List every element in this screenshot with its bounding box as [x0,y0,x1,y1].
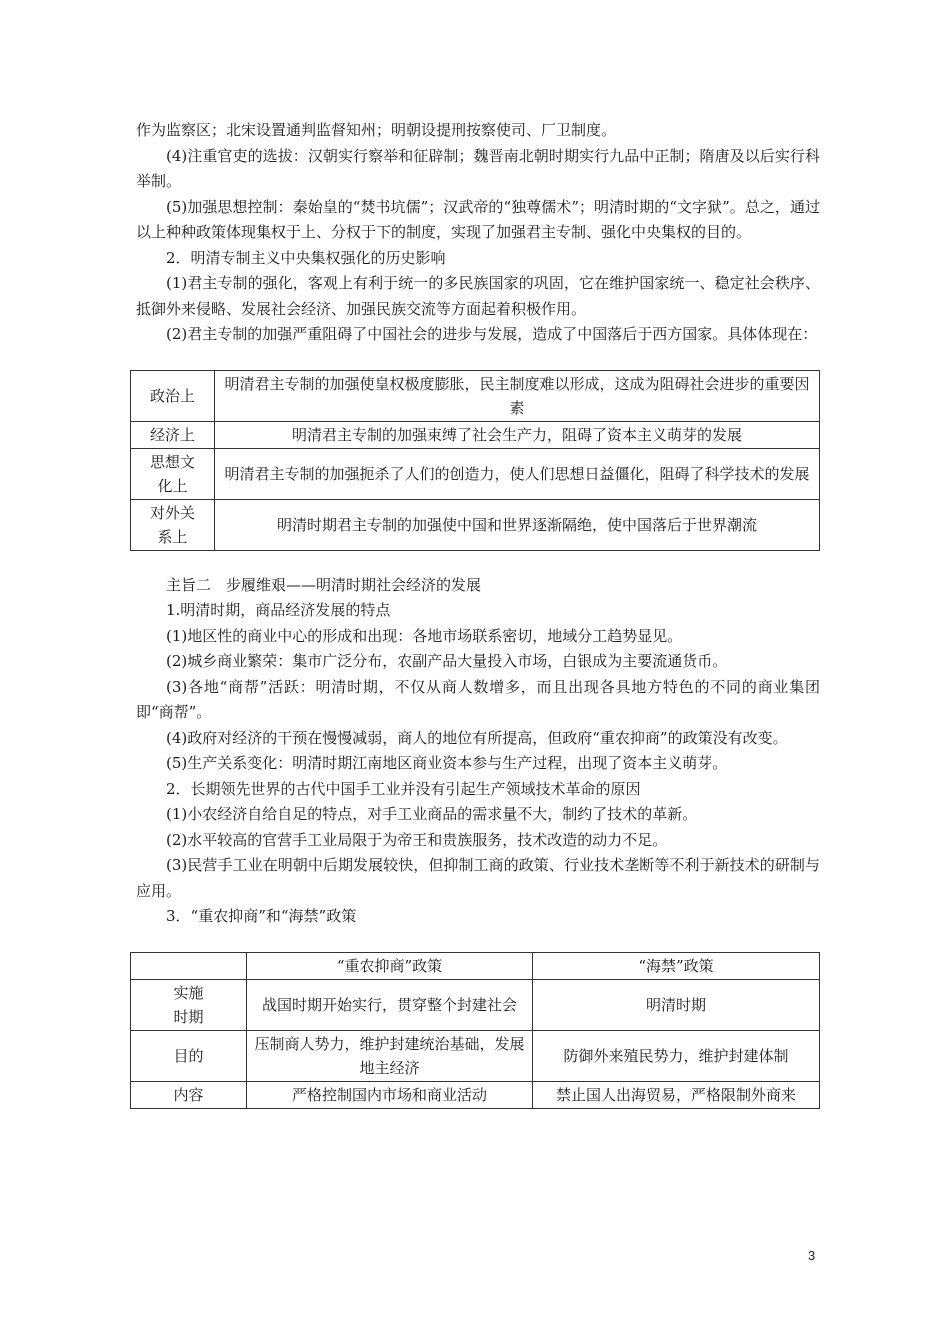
row-label: 政治上 [131,370,215,421]
table-row [131,370,820,421]
cell: 战国时期开始实行，贯穿整个封建社会 [247,979,533,1030]
row-label: 目的 [131,1030,247,1081]
cell: 明清时期 [533,979,820,1030]
paragraph: 2．长期领先世界的古代中国手工业并没有引起生产领域技术革命的原因 [166,779,641,798]
paragraph: 3．“重农抑商”和“海禁”政策 [166,907,357,925]
cell: 防御外来殖民势力，维护封建体制 [533,1030,820,1081]
paragraph: (1)小农经济自给自足的特点，对手工业商品的需求量不大，制约了技术的革新。 [166,805,698,823]
paragraph: 1.明清时期，商品经济发展的特点 [166,601,391,619]
spacer [136,930,820,952]
header-cell: “海禁”政策 [533,952,820,979]
table-row [131,979,820,1030]
paragraph: (1)君主专制的强化，客观上有利于统一的多民族国家的巩固，它在维护国家统一、稳定社会秩序、抵御外来侵略、发展社会经济、加强民族交流等方面起着积极作用。 [136,274,820,318]
header-cell: “重农抑商”政策 [247,952,533,979]
paragraph: (4)政府对经济的干预在慢慢减弱，商人的地位有所提高，但政府“重农抑商”的政策没有改变。 [166,728,788,747]
paragraph: (2)水平较高的官营手工业局限于为帝王和贵族服务，技术改造的动力不足。 [166,830,668,849]
row-text: 明清时期君主专制的加强使中国和世界逐渐隔绝，使中国落后于世界潮流 [215,499,820,550]
paragraph: (4)注重官吏的选拔：汉朝实行察举和征辟制；魏晋南北朝时期实行九品中正制；隋唐及以后实行科举制。 [136,146,820,190]
row-text: 明清君主专制的加强使皇权极度膨胀，民主制度难以形成，这成为阻碍社会进步的重要因素 [215,370,820,421]
row-label: 对外关系上 [131,499,215,550]
row-label: 实施时期 [131,979,247,1030]
row-label: 内容 [131,1081,247,1108]
table-row [131,499,820,550]
paragraph: (3)各地“商帮”活跃：明清时期，不仅从商人数增多，而且出现各具地方特色的不同的商业集团即“商帮”。 [136,677,820,721]
paragraph: (5)加强思想控制：秦始皇的“焚书坑儒”；汉武帝的“独尊儒术”；明清时期的“文字狱”。总之，通过以上种种政策体现集权于上、分权于下的制度，实现了加强君主专制、强化中央集权的目的。 [136,197,820,241]
section-heading: 主旨二 步履维艰——明清时期社会经济的发展 [166,575,482,594]
cell: 压制商人势力，维护封建统治基础，发展地主经济 [247,1030,533,1081]
table-row [131,421,820,448]
spacer [136,348,820,370]
impact-table [130,370,820,551]
header-cell [131,952,247,979]
page-content [136,118,820,1109]
row-label: 经济上 [131,421,215,448]
table-row [131,1081,820,1108]
paragraph: (3)民营手工业在明朝中后期发展较快，但抑制工商的政策、行业技术垄断等不利于新技术的研制与应用。 [136,856,820,900]
row-label: 思想文化上 [131,448,215,499]
page-number: 3 [808,1248,816,1263]
table-row [131,448,820,499]
cell: 严格控制国内市场和商业活动 [247,1081,533,1108]
table-header-row [131,952,820,979]
paragraph: 作为监察区；北宋设置通判监督知州；明朝设提刑按察使司、厂卫制度。 [136,121,617,139]
row-text: 明清君主专制的加强束缚了社会生产力，阻碍了资本主义萌芽的发展 [215,421,820,448]
cell: 禁止国人出海贸易，严格限制外商来 [533,1081,820,1108]
paragraph: (2)城乡商业繁荣：集市广泛分布，农副产品大量投入市场，白银成为主要流通货币。 [166,652,728,670]
table-row [131,1030,820,1081]
paragraph: (5)生产关系变化：明清时期江南地区商业资本参与生产过程，出现了资本主义萌芽。 [166,754,728,772]
row-text: 明清君主专制的加强扼杀了人们的创造力，使人们思想日益僵化，阻碍了科学技术的发展 [215,448,820,499]
policy-table [130,952,820,1109]
section-heading: 2．明清专制主义中央集权强化的历史影响 [166,248,446,267]
spacer [136,551,820,573]
paragraph: (1)地区性的商业中心的形成和出现：各地市场联系密切，地域分工趋势显见。 [166,626,683,645]
paragraph: (2)君主专制的加强严重阻碍了中国社会的进步与发展，造成了中国落后于西方国家。具体体现在： [166,325,818,343]
